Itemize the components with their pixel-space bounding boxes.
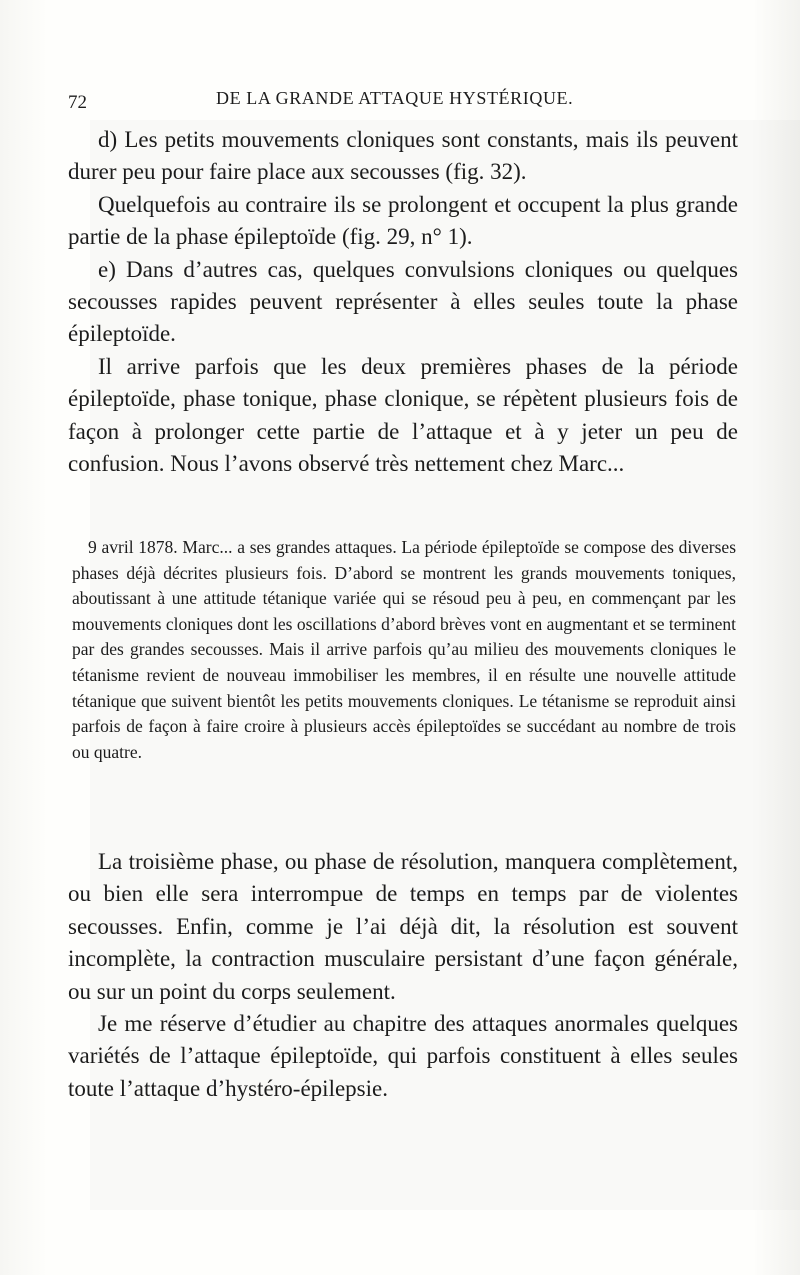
main-text-top xyxy=(68,124,738,480)
paragraph: d) Les petits mouvements cloniques sont constants, mais ils peuvent durer peu pour faire place aux secousses (fig. 32). xyxy=(68,127,738,185)
paragraph: e) Dans d’autres cas, quelques convulsions cloniques ou quelques secousses rapides peuvent représenter à elles seules toute la phase épileptoïde. xyxy=(68,256,738,347)
paragraph: Il arrive parfois que les deux premières phases de la période épileptoïde, phase tonique, phase clonique, se répètent plusieurs fois de façon à prolonger cette partie de l’attaque et à y jeter un peu de confusion. Nous l’avons observé très nettement chez Marc... xyxy=(68,353,738,477)
paragraph: Je me réserve d’étudier au chapitre des attaques anormales quelques variétés de l’attaque épileptoïde, qui parfois constituent à elles seules toute l’attaque d’hystéro-épilepsie. xyxy=(68,1011,738,1101)
page-number: 72 xyxy=(68,92,87,113)
paragraph: Quelquefois au contraire ils se prolongent et occupent la plus grande partie de la phase épileptoïde (fig. 29, n° 1). xyxy=(68,191,738,250)
paragraph: La troisième phase, ou phase de résolution, manquera complètement, ou bien elle sera interrompue de temps en temps par de violentes secousses. Enfin, comme je l’ai déjà dit, la résolution est souvent incomplète, la contraction musculaire persistant d’une façon générale, ou sur un point du corps seulement. xyxy=(68,849,738,1004)
observation-text: 9 avril 1878. Marc... a ses grandes attaques. La période épileptoïde se compose des diverses phases déjà décrites plusieurs fois. D’abord se montrent les grands mouvements toniques, aboutissant à une attitude tétanique variée qui se résoud peu à peu, en commençant par les mouvements cloniques dont les oscillations d’abord brèves vont en augmentant et se terminent par des grandes secousses. Mais il arrive parfois qu’au milieu des mouvements cloniques le tétanisme revient de nouveau immobiliser les membres, il en résulte une nouvelle attitude tétanique que suivent bientôt les petits mouvements cloniques. Le tétanisme se reproduit ainsi parfois de façon à faire croire à plusieurs accès épileptoïdes se succédant au nombre de trois ou quatre. xyxy=(72,537,736,762)
main-text-bottom xyxy=(68,846,738,1105)
page-header xyxy=(68,88,748,112)
case-observation xyxy=(72,535,736,765)
running-title: DE LA GRANDE ATTAQUE HYSTÉRIQUE. xyxy=(216,88,574,108)
